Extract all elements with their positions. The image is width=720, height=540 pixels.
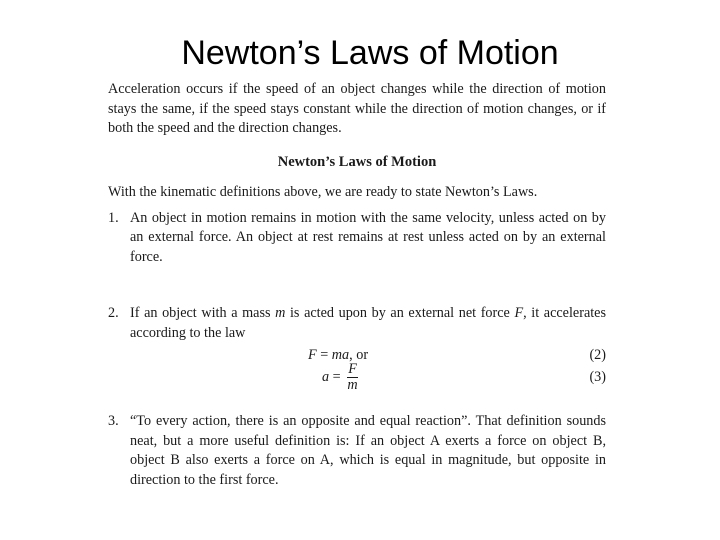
- fraction-denominator: m: [347, 377, 358, 393]
- law-text: If an object with a mass: [130, 305, 276, 321]
- slide-title: Newton’s Laws of Motion: [181, 34, 559, 72]
- equation-number: (2): [589, 347, 606, 363]
- variable-m: m: [275, 305, 286, 321]
- law-item-1: [108, 209, 606, 268]
- fraction: [347, 362, 358, 393]
- variable-F: F: [514, 305, 524, 321]
- law-number: 2.: [108, 305, 119, 321]
- law-text: is acted upon by an external net force: [285, 305, 515, 321]
- eq-relation: =: [316, 347, 332, 363]
- eq-lhs: a: [322, 368, 330, 385]
- eq-rhs: ma: [331, 347, 350, 363]
- law-text: , it accelerates according to the law: [130, 305, 607, 341]
- law-number: 1.: [108, 209, 119, 226]
- lead-sentence: With the kinematic definitions above, we are ready to state Newton’s Laws.: [108, 184, 538, 200]
- law-item-2: [108, 304, 606, 402]
- law-text: “To every action, there is an opposite and equal reaction”. That definition sounds neat, but a more useful definition is: If an object A exerts a force on object B, object B also exerts a force on A, which is equal in magnitude, but opposite in direction to the first force.: [130, 413, 606, 488]
- law-item-3: [108, 412, 606, 490]
- document-excerpt: [108, 80, 606, 490]
- eq-lhs: F: [308, 347, 317, 363]
- fraction-numerator: F: [348, 361, 357, 377]
- intro-paragraph: Acceleration occurs if the speed of an object changes while the direction of motion stays the same, if the speed stays constant while the direction of motion changes, or if both the speed and the direction changes.: [108, 81, 606, 136]
- equation-block: [130, 346, 606, 402]
- eq-suffix: , or: [349, 347, 369, 363]
- law-text: An object in motion remains in motion with the same velocity, unless acted on by an external force. An object at rest remains at rest unless acted on by an external force.: [130, 209, 606, 265]
- equation-3: [322, 362, 358, 393]
- eq-relation: =: [329, 368, 345, 385]
- law-number: 3.: [108, 413, 119, 429]
- section-heading: Newton’s Laws of Motion: [277, 153, 437, 170]
- equation-number: (3): [589, 369, 606, 385]
